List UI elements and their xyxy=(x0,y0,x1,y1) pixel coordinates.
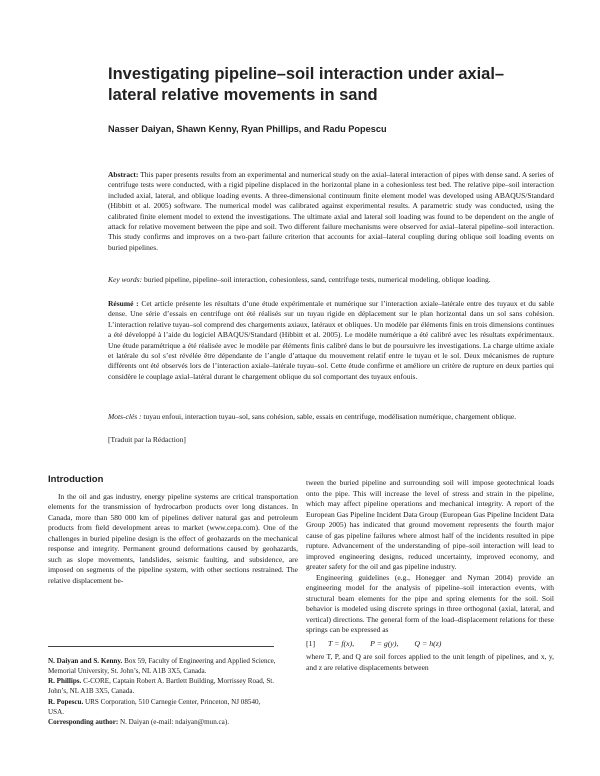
affiliation-1: N. Daiyan and S. Kenny. Box 59, Faculty of Engineering and Applied Science, Memorial University, St. John’s, NL A1B 3X5, Canada. xyxy=(48,657,276,675)
equation-number: [1] xyxy=(306,638,316,648)
equation-term-p: P = g(y), xyxy=(370,638,399,648)
keywords-label: Key words: xyxy=(108,275,143,284)
mots-cles-label: Mots-clés : xyxy=(108,412,142,421)
equation-term-q: Q = h(z) xyxy=(414,638,442,648)
abstract-label: Abstract: xyxy=(108,170,139,179)
resume-text: Cet article présente les résultats d’une étude expérimentale et numérique sur l’interaction axiale–latérale entre des tuyaux et du sable dense. Une série d’essais en centrifuge ont été réalisés sur un tuyau rigide en déplacement sur le plan horizontal dans un sol sans cohésion. L’interaction relative tuyau–sol comprend des chargements axiaux, latéraux et obliques. Un modèle par éléments finis en trois dimensions continues a été développé à l’aide du logiciel ABAQUS/Standard (Hibbitt et al. 2005). Le modèle numérique a été calibré avec les résultats expérimentaux. Une étude paramétrique a été réalisée avec le modèle par éléments finis calibré dans le but de poursuivre les investigations. La charge ultime axiale et latérale du sol s’est révélée être dépendante de l’angle d’attaque du mouvement relatif entre le tuyau et le sol. Deux mécanismes de rupture différents ont été observés lors de l’interaction axiale–latérale tuyau–sol. Cette étude confirme et améliore un critère de rupture en deux parties qui considère le couplage axial–latéral durant le chargement oblique du sol comportant des tuyaux enfouis. xyxy=(108,299,555,381)
abstract xyxy=(108,170,554,253)
mots-cles-text: tuyau enfoui, interaction tuyau–sol, sans cohésion, sable, essais en centrifuge, modélisation numérique, chargement oblique. xyxy=(143,412,517,421)
keywords-text: buried pipeline, pipeline–soil interaction, cohesionless, sand, centrifuge tests, numerical modeling, oblique loading. xyxy=(143,275,491,284)
intro-paragraph-4: where T, P, and Q are soil forces applied to the unit length of pipelines, and x, y, and z are relative displacements between xyxy=(306,652,554,672)
translation-note: [Traduit par la Rédaction] xyxy=(108,435,186,444)
keywords xyxy=(108,275,554,285)
left-column xyxy=(48,475,298,586)
footnote-divider xyxy=(48,646,274,647)
affiliations xyxy=(48,657,278,729)
abstract-text: This paper presents results from an experimental and numerical study on the axial–lateral interaction of pipes with dense sand. A series of centrifuge tests were conducted, with a rigid pipeline displaced in the horizontal plane in a cohesionless test bed. The relative pipe–soil interaction included axial, lateral, and oblique loading events. A three-dimensional continuum finite element model was developed using ABAQUS/Standard (Hibbitt et al. 2005) software. The numerical model was calibrated against experimental results. A parametric study was conducted, using the calibrated finite element model to extend the investigations. The ultimate axial and lateral soil loading was found to be dependent on the angle of attack for relative movement between the pipe and soil. Two different failure mechanisms were observed for axial–lateral pipeline–soil interaction. This study confirms and improves on a two-part failure criterion that accounts for axial–lateral coupling during oblique soil loading events on buried pipelines. xyxy=(108,170,554,252)
mots-cles xyxy=(108,412,554,422)
right-column xyxy=(306,478,554,673)
resume xyxy=(108,299,554,382)
intro-paragraph-3: Engineering guidelines (e.g., Honegger and Nyman 2004) provide an engineering model for the analysis of pipeline–soil interaction events, with structural beam elements for the pipe and spring elements for the soil. Soil behavior is modeled using discrete springs in three orthogonal (axial, lateral, and vertical) directions. The general form of the load–displacement relations for these springs can be expressed as xyxy=(306,572,554,634)
paper-title: Investigating pipeline–soil interaction under axial–lateral relative movements in sand xyxy=(108,65,505,104)
corresponding-author: Corresponding author: N. Daiyan (e-mail: ndaiyan@mun.ca). xyxy=(48,718,229,727)
equation-1 xyxy=(306,639,554,650)
affiliation-3: R. Popescu. URS Corporation, 510 Carnegie Center, Princeton, NJ 08540, USA. xyxy=(48,697,261,716)
author-list: Nasser Daiyan, Shawn Kenny, Ryan Phillips, and Radu Popescu xyxy=(108,124,387,134)
resume-label: Résumé : xyxy=(108,299,139,308)
equation-term-t: T = f(x), xyxy=(328,638,355,648)
affiliation-2: R. Phillips. C-CORE, Captain Robert A. Bartlett Building, Morrissey Road, St. John’s, NL A1B 3X5, Canada. xyxy=(48,677,275,696)
intro-paragraph-1: In the oil and gas industry, energy pipeline systems are critical transportation elements for the transmission of hydrocarbon products over long distances. In Canada, more than 580 000 km of pipelines deliver natural gas and petroleum products from field development areas to market (www.cepa.com). One of the challenges in buried pipeline design is the effect of geohazards on the mechanical response and integrity. Permanent ground deformations caused by geohazards, such as slope movements, landslides, seismic faulting, and subsidence, are imposed on segments of the pipeline system, with other sections restrained. The relative displacement be- xyxy=(48,491,298,585)
intro-paragraph-2: tween the buried pipeline and surrounding soil will impose geotechnical loads onto the pipe. This will increase the level of stress and strain in the pipeline, which may affect pipeline operations and mechanical integrity. A report of the European Gas Pipeline Incident Data Group (European Gas Pipeline Incident Data Group 2005) has indicated that ground movement represents the fourth major cause of gas pipeline failures where almost half of the incidents resulted in pipe rupture. Advancement of the understanding of pipe–soil interaction will lead to improved engineering designs, reduced uncertainty, improved economy, and greater safety for the oil and gas pipeline industry. xyxy=(306,478,554,571)
section-heading-introduction: Introduction xyxy=(48,474,104,485)
